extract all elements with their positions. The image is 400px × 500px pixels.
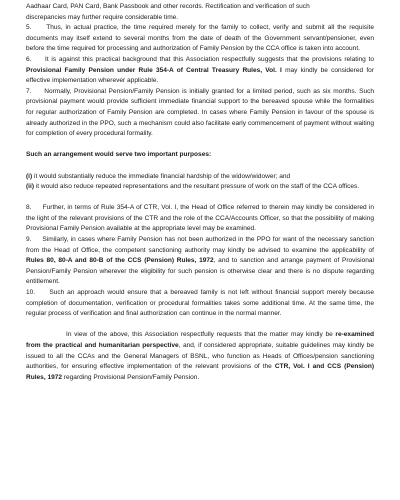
paragraph-6-pre: 6. It is against this practical background that this Association respectfully suggests that the provisions relating to	[26, 55, 374, 63]
paragraph-8: 8. Further, in terms of Rule 354-A of CTR, Vol. I, the Head of Office referred to therein may kindly be considered in the light of the relevant provisions of the CTR and the role of the CCA/Accounts Officer, so that the possibility of making Provisional Family Pension available at the appropriate level may be examined.	[26, 204, 374, 233]
point-1-text: it would substantially reduce the immediate financial hardship of the widow/widower; and	[32, 172, 291, 180]
paragraph-5: 5. Thus, in actual practice, the time required merely for the family to collect, verify and submit all the requisite documents may itself extend to several months from the date of death of the Government servant/pensioner, even before the time required for processing and authorization of Family Pension by the CCA office is taken into account.	[26, 24, 374, 53]
point-2-label: (ii)	[26, 183, 34, 191]
closing-paragraph	[26, 330, 374, 383]
closing-emphasis: re-examined from the practical and humanitarian perspective	[26, 331, 374, 349]
continuation-line-1: Aadhaar Card, PAN Card, Bank Passbook and other records. Rectification and verification of such	[26, 3, 310, 10]
paragraph-9-pre: 9. Similarly, in cases where Family Pension has not been authorized in the PPO for want of the necessary sanction from the Head of Office, the competent sanctioning authority may kindly be advised to examine the applicability of	[26, 236, 374, 254]
continuation-line-2: discrepancies may further require considerable time.	[26, 13, 179, 21]
paragraph-9-post: , and to sanction and arrange payment of Provisional Pension/Family Pension wherever the eligibility for such pension is otherwise clear and there is no dispute regarding entitlement.	[26, 257, 374, 286]
closing-post: regarding Provisional Pension/Family Pension.	[62, 373, 200, 381]
paragraph-9	[26, 235, 374, 288]
paragraph-9-rule-reference: Rules 80, 80-A and 80-B of the CCS (Pension) Rules, 1972	[26, 257, 214, 265]
point-1-label: (i)	[26, 172, 33, 180]
paragraph-6	[26, 55, 374, 87]
paragraph-7: 7. Normally, Provisional Pension/Family Pension is initially granted for a limited period, such as six months. Such provisional payment would provide sufficient immediate financial support to the bereaved spouse while the formalities for regular authorization of Family Pension are completed. In cases where Family Pension in favour of the spouse is already authorized in the PPO, such a mechanism could also facilitate early commencement of payment without waiting for completion of every procedural formality.	[26, 87, 374, 138]
closing-pre: In view of the above, this Association respectfully requests that the matter may kindly be	[66, 331, 336, 339]
arrangement-point-2	[26, 182, 374, 193]
arrangement-point-1	[26, 172, 374, 183]
paragraph-6-rule-reference: Provisional Family Pension under Rule 354-A of Central Treasury Rules, Vol. I	[26, 66, 282, 74]
closing-rules-reference: CTR, Vol. I and CCS (Pension) Rules, 1972	[26, 363, 374, 381]
continuation-text	[26, 2, 374, 23]
paragraph-10: 10. Such an approach would ensure that a bereaved family is not left without financial support merely because completion of documentation, verification or procedural formalities takes some additional time. At the same time, the regular process of verification and final authorization can continue in the normal manner.	[26, 289, 374, 318]
closing-mid: , and, if considered appropriate, suitable guidelines may kindly be issued to all the CCAs and the General Managers of BSNL, who function as Heads of Offices/pension sanctioning authorities, for ensuring effective implementation of the relevant provisions of the	[26, 342, 374, 371]
paragraph-6-post: may kindly be considered for effective implementation wherever applicable.	[26, 66, 374, 85]
arrangement-heading: Such an arrangement would serve two important purposes:	[26, 151, 212, 159]
point-2-text: it would also reduce repeated representations and the resultant pressure of work on the staff of the CCA offices.	[34, 183, 360, 191]
